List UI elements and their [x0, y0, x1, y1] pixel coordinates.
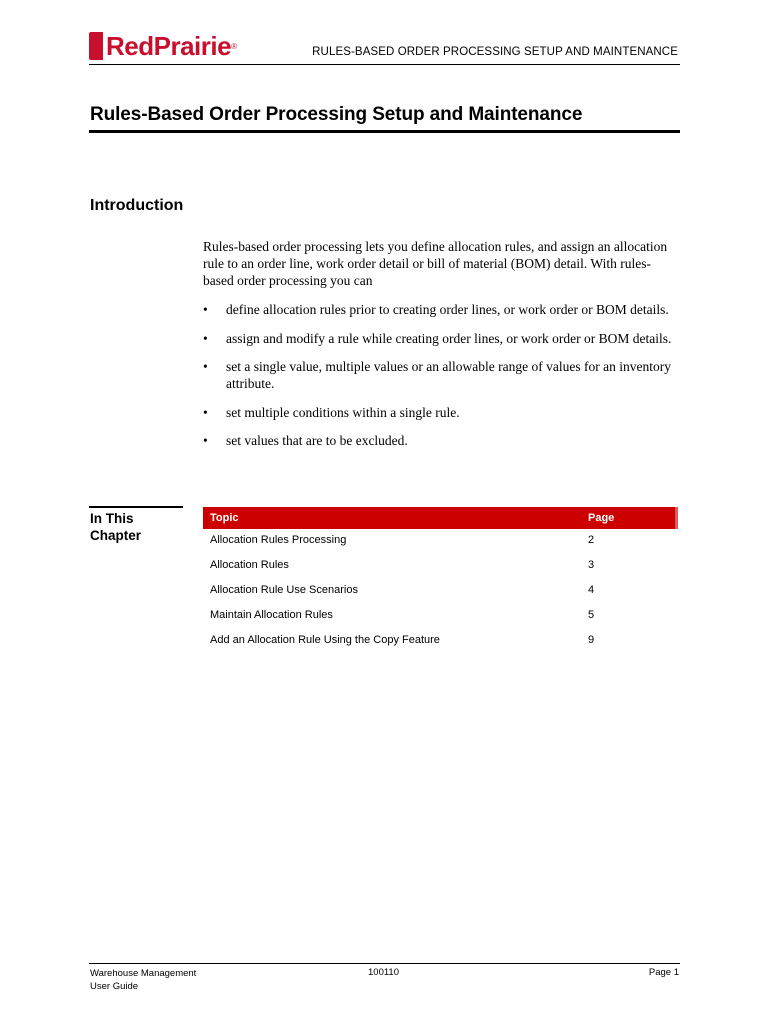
table-header: [203, 507, 678, 529]
title-divider: [89, 130, 680, 133]
topic-link[interactable]: Maintain Allocation Rules: [210, 609, 333, 621]
page-number: 3: [588, 559, 595, 571]
chapter-contents-table: [203, 507, 678, 654]
footer-version: 100110: [368, 967, 399, 978]
bullet-icon: •: [203, 433, 208, 448]
list-item-text: assign and modify a rule while creating order lines, or work order or BOM details.: [226, 330, 672, 346]
page-number: 5: [588, 609, 595, 621]
section-title: Introduction: [90, 197, 184, 214]
column-header-topic: Topic: [210, 512, 239, 524]
list-item: [203, 330, 673, 347]
list-item: [203, 432, 673, 449]
table-row[interactable]: [203, 629, 678, 654]
intro-body: [203, 238, 673, 461]
bullet-icon: •: [203, 404, 208, 420]
table-row[interactable]: [203, 579, 678, 604]
page-number: 2: [588, 534, 595, 546]
topic-link[interactable]: Allocation Rules Processing: [210, 534, 347, 546]
bullet-icon: •: [203, 330, 208, 346]
topic-link[interactable]: Allocation Rule Use Scenarios: [210, 584, 358, 596]
table-row[interactable]: [203, 604, 678, 629]
topic-link[interactable]: Add an Allocation Rule Using the Copy Feature: [210, 634, 440, 646]
page-number: 4: [588, 584, 595, 596]
footer-product: Warehouse Management: [90, 968, 197, 979]
side-heading-rule: [89, 506, 183, 508]
footer-document-title: [90, 967, 196, 993]
page-number: 9: [588, 634, 595, 646]
footer-divider: [89, 963, 680, 964]
list-item: [203, 404, 673, 421]
chapter-title: Rules-Based Order Processing Setup and Maintenance: [90, 104, 583, 125]
list-item-text: set multiple conditions within a single rule.: [226, 404, 460, 420]
table-row[interactable]: [203, 529, 678, 554]
logo-mark-icon: [89, 32, 103, 60]
list-item: [203, 301, 673, 318]
in-this-chapter-heading: In This Chapter: [90, 511, 142, 543]
footer-page-number: Page 1: [648, 967, 679, 978]
logo-text: RedPrairie: [106, 31, 232, 61]
topic-link[interactable]: Allocation Rules: [210, 559, 289, 571]
list-item-text: define allocation rules prior to creating order lines, or work order or BOM details.: [226, 302, 669, 317]
running-head: RULES-BASED ORDER PROCESSING SETUP AND MAINTENANCE: [312, 46, 678, 58]
list-item: [203, 358, 673, 392]
redprairie-logo: [89, 31, 237, 61]
feature-list: [203, 301, 673, 449]
table-row[interactable]: [203, 554, 678, 579]
intro-paragraph: Rules-based order processing lets you define allocation rules, and assign an allocation rule to an order line, work order detail or bill of material (BOM) detail. With rules-based order processing you can: [203, 239, 668, 288]
column-header-page: Page: [588, 512, 615, 524]
list-item-text: set values that are to be excluded.: [226, 433, 408, 448]
header-divider: [89, 64, 680, 65]
bullet-icon: •: [203, 302, 208, 317]
footer-guide: User Guide: [90, 981, 139, 992]
bullet-icon: •: [203, 359, 208, 374]
list-item-text: set a single value, multiple values or an allowable range of values for an inventory attribute.: [226, 359, 671, 391]
logo-registered-mark: ®: [231, 41, 237, 51]
